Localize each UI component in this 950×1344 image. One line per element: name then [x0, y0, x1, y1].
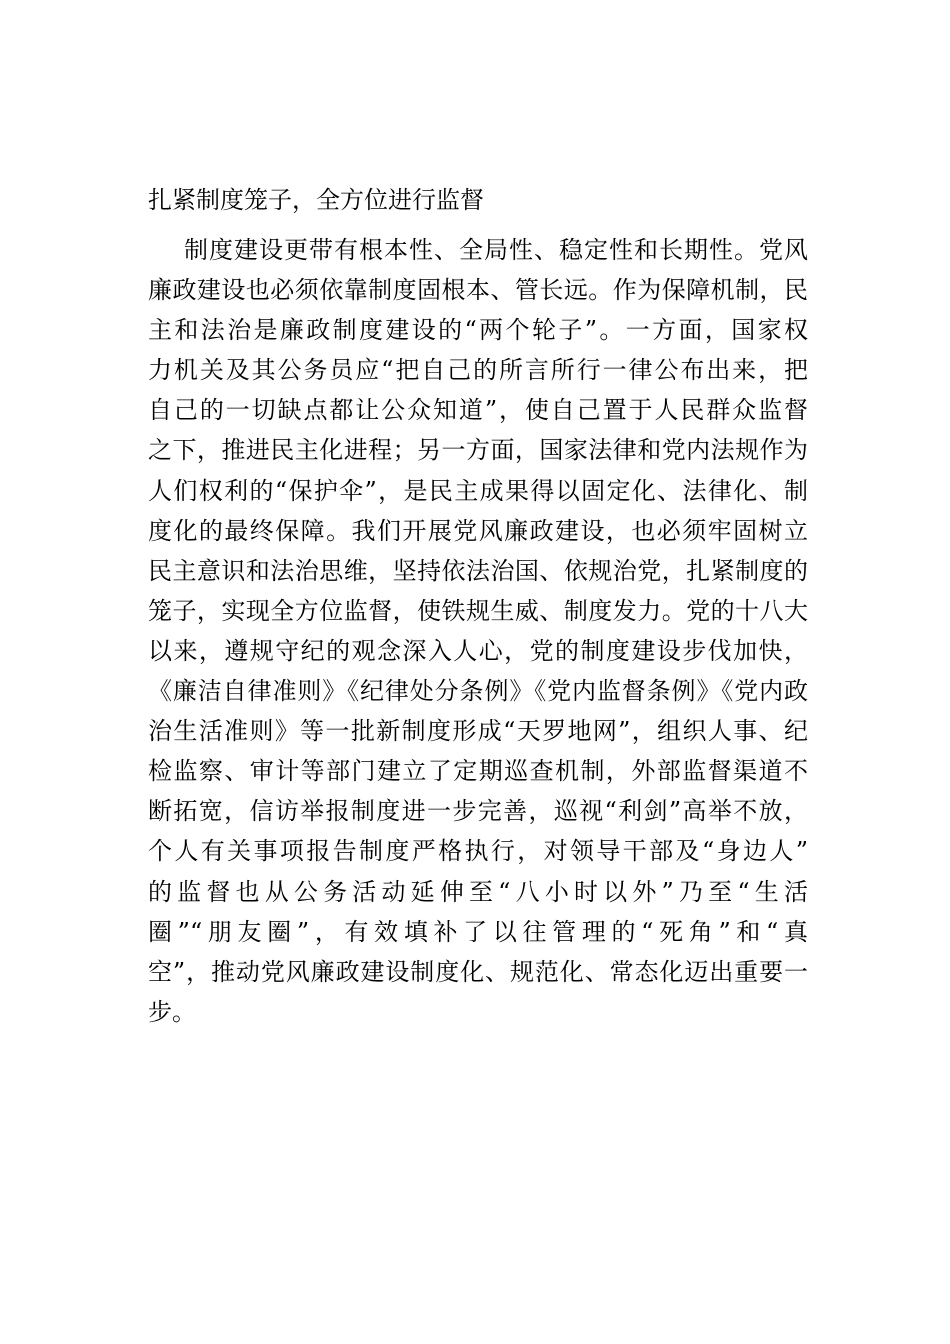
paragraph-line: 廉政建设也必须依靠制度固根本、管长远。作为保障机制，民 — [148, 276, 808, 305]
paragraph-line: 断拓宽，信访举报制度进一步完善，巡视“利剑”高举不放， — [148, 797, 808, 826]
paragraph-line: 民主意识和法治思维，坚持依法治国、依规治党，扎紧制度的 — [148, 556, 808, 585]
paragraph-line: 人们权利的“保护伞”，是民主成果得以固定化、法律化、制 — [148, 476, 808, 505]
body-paragraph — [148, 230, 808, 1032]
paragraph-line: 主和法治是廉政制度建设的“两个轮子”。一方面，国家权 — [148, 316, 808, 345]
paragraph-line: 以来，遵规守纪的观念深入人心，党的制度建设步伐加快， — [148, 636, 808, 665]
paragraph-line: 治生活准则》等一批新制度形成“天罗地网”，组织人事、纪 — [148, 717, 808, 746]
paragraph-line: 之下，推进民主化进程；另一方面，国家法律和党内法规作为 — [148, 436, 808, 465]
paragraph-line: 个人有关事项报告制度严格执行，对领导干部及“身边人” — [148, 837, 808, 866]
paragraph-line: 空”，推动党风廉政建设制度化、规范化、常态化迈出重要一 — [148, 957, 808, 986]
paragraph-line: 《廉洁自律准则》《纪律处分条例》《党内监督条例》《党内政 — [148, 677, 808, 706]
paragraph-line: 检监察、审计等部门建立了定期巡查机制，外部监督渠道不 — [148, 757, 808, 786]
paragraph-line: 制度建设更带有根本性、全局性、稳定性和长期性。党风 — [184, 236, 808, 264]
paragraph-line: 度化的最终保障。我们开展党风廉政建设，也必须牢固树立 — [148, 516, 808, 545]
section-heading: 扎紧制度笼子，全方位进行监督 — [148, 186, 484, 214]
paragraph-line: 的监督也从公务活动延伸至“八小时以外”乃至“生活 — [148, 877, 808, 906]
paragraph-line: 步。 — [148, 997, 196, 1026]
paragraph-line: 笼子，实现全方位监督，使铁规生威、制度发力。党的十八大 — [148, 596, 808, 625]
paragraph-line: 力机关及其公务员应“把自己的所言所行一律公布出来，把 — [148, 356, 808, 385]
paragraph-line: 自己的一切缺点都让公众知道”，使自己置于人民群众监督 — [148, 396, 808, 425]
paragraph-line: 圈”“朋友圈”，有效填补了以往管理的“死角”和“真 — [148, 917, 808, 946]
